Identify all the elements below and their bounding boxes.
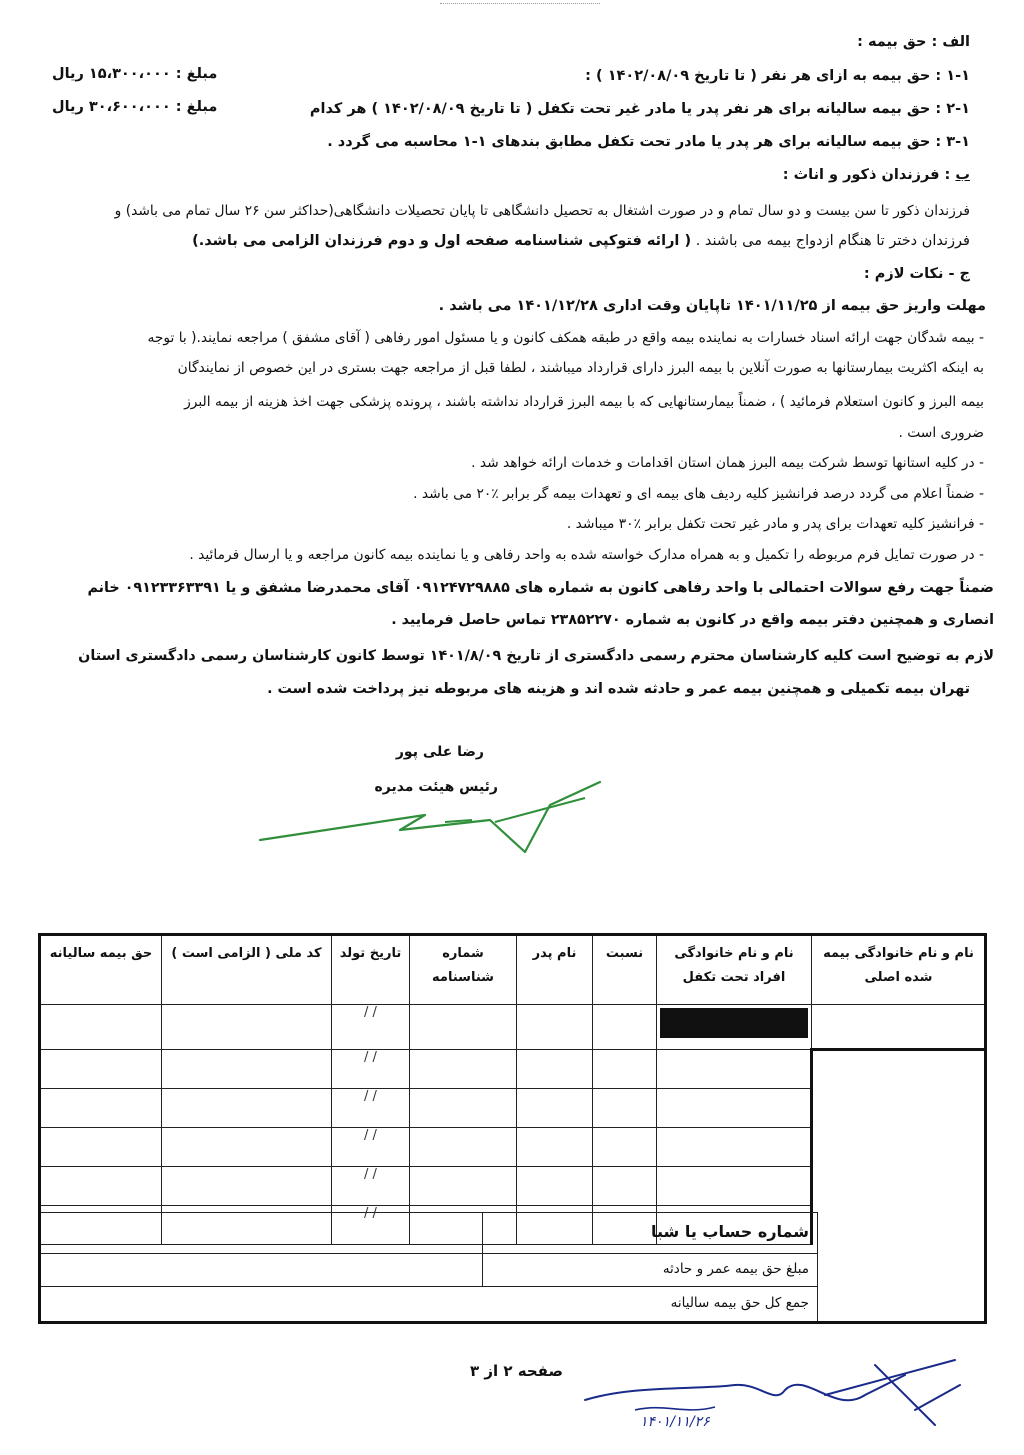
header-id-number: شماره شناسنامه xyxy=(410,936,517,1005)
cell-relation[interactable] xyxy=(593,1128,657,1167)
dependents-form-table xyxy=(40,935,986,1245)
explanation-line-2: تهران بیمه تکمیلی و همچنین بیمه عمر و حادثه شده اند و هزینه های مربوطه نیز پرداخت شده است . xyxy=(267,681,970,697)
cell-birth-date[interactable]: / / xyxy=(332,1005,410,1050)
account-number-field[interactable] xyxy=(40,1212,483,1254)
note-5: - در صورت تمایل فرم مربوطه را تکمیل و به همراه مدارک خواسته شده به واحد رفاهی و یا نماینده بیمه کانون مراجعه و یا ارسال فرمائید . xyxy=(189,547,984,563)
section-a-item-3: ۳-۱ : حق بیمه سالیانه برای هر پدر یا مادر تحت تکفل مطابق بندهای ۱-۱ محاسبه می گردد . xyxy=(327,134,970,150)
life-premium-label: مبلغ حق بیمه عمر و حادثه xyxy=(482,1253,818,1287)
table-row xyxy=(41,1050,986,1089)
cell-birth-date[interactable]: / / xyxy=(332,1128,410,1167)
scan-edge-mark xyxy=(440,0,600,4)
note-2: - در کلیه استانها توسط شرکت بیمه البرز همان استان اقدامات و خدمات ارائه خواهد شد . xyxy=(471,455,984,471)
section-a-heading: الف : حق بیمه : xyxy=(857,34,970,50)
contact-line-1: ضمناً جهت رفع سوالات احتمالی با واحد رفاهی کانون به شماره های ۰۹۱۲۴۷۲۹۸۸۵ آقای محمدرضا مشفق و یا ۰۹۱۲۳۳۶۳۳۹۱ خانم xyxy=(87,580,994,596)
contact-line-2: انصاری و همچنین دفتر بیمه واقع در کانون به شماره ۲۳۸۵۲۲۷۰ تماس حاصل فرمایید . xyxy=(391,612,994,628)
cell-relation[interactable] xyxy=(593,1167,657,1206)
header-annual-premium: حق بیمه سالیانه xyxy=(41,936,162,1005)
cell-birth-date[interactable]: / / xyxy=(332,1167,410,1206)
section-b-heading-row xyxy=(783,165,970,185)
green-signature-icon xyxy=(250,760,630,870)
header-main-insured: نام و نام خانوادگی بیمه شده اصلی xyxy=(812,936,986,1005)
cell-birth-date[interactable]: / / xyxy=(332,1206,410,1245)
section-b-label: ب xyxy=(955,167,970,183)
cell-id[interactable] xyxy=(410,1167,517,1206)
cell-birth-date[interactable]: / / xyxy=(332,1089,410,1128)
cell-dependent[interactable] xyxy=(657,1128,812,1167)
section-b-line-1: فرزندان ذکور تا سن بیست و دو سال تمام و در صورت اشتغال به تحصیل دانشگاهی تا پایان تحصیلات دانشگاهی(حداکثر سن ۲۶ سال تمام می باشد) و xyxy=(114,203,970,219)
note-1-line-3: بیمه البرز و کانون استعلام فرمائید ) ، ضمناً بیمارستانهایی که با بیمه البرز قرارداد نداشته باشند ، پرونده پزشکی جهت اخذ هزینه از بیمه البرز xyxy=(184,394,984,410)
cell-national-code[interactable] xyxy=(162,1089,332,1128)
explanation-line-1: لازم به توضیح است کلیه کارشناسان محترم رسمی دادگستری از تاریخ ۱۴۰۱/۸/۰۹ توسط کانون کارشناسان رسمی دادگستری استان xyxy=(78,648,994,664)
note-1-line-1: - بیمه شدگان جهت ارائه اسناد خسارات به نماینده بیمه واقع در طبقه همکف کانون و یا مسئول امور رفاهی ( آقای مشفق ) مراجعه نمایند.( با توجه xyxy=(147,330,984,346)
cell-relation[interactable] xyxy=(593,1050,657,1089)
cell-dependent[interactable] xyxy=(657,1050,812,1089)
cell-id[interactable] xyxy=(410,1128,517,1167)
note-1-line-2: به اینکه اکثریت بیمارستانها به صورت آنلاین با بیمه البرز دارای قرارداد میباشند ، لطفا قبل از مراجعه جهت بستری در این خصوص از نمایندگان xyxy=(177,360,984,376)
cell-father[interactable] xyxy=(517,1167,593,1206)
section-b-line-2 xyxy=(192,231,970,251)
cell-father[interactable] xyxy=(517,1005,593,1050)
signatory-title: رئیس هیئت مدیره xyxy=(374,779,498,795)
cell-dependent[interactable] xyxy=(657,1167,812,1206)
cell-national-code[interactable] xyxy=(162,1005,332,1050)
blue-handwritten-signature-icon xyxy=(575,1355,975,1450)
cell-relation[interactable] xyxy=(593,1089,657,1128)
cell-father[interactable] xyxy=(517,1128,593,1167)
section-a-item-1: ۱-۱ : حق بیمه به ازای هر نفر ( تا تاریخ ۱۴۰۲/۰۸/۰۹ ) : xyxy=(585,68,970,84)
handwritten-date: ۱۴۰۱/۱۱/۲۶ xyxy=(640,1414,710,1430)
table-row xyxy=(41,1005,986,1050)
section-b-heading: : فرزندان ذکور و اناث : xyxy=(782,167,951,183)
signatory-name: رضا علی پور xyxy=(395,744,484,760)
cell-relation[interactable] xyxy=(593,1005,657,1050)
cell-national-code[interactable] xyxy=(162,1128,332,1167)
cell-dependent[interactable] xyxy=(657,1089,812,1128)
header-dependents: نام و نام خانوادگی افراد تحت تکفل xyxy=(657,936,812,1005)
cell-id[interactable] xyxy=(410,1050,517,1089)
section-c-heading: ج - نکات لازم : xyxy=(863,266,970,282)
section-b-line-2-bold: ( ارائه فتوکپی شناسنامه صفحه اول و دوم فرزندان الزامی می باشد.) xyxy=(192,233,692,249)
section-a-item-1-amount: مبلغ : ۱۵،۳۰۰،۰۰۰ ریال xyxy=(52,66,218,82)
cell-empty-area xyxy=(812,1050,986,1245)
cell-premium[interactable] xyxy=(41,1050,162,1089)
note-1-line-4: ضروری است . xyxy=(898,425,984,441)
note-3: - ضمناً اعلام می گردد درصد فرانشیز کلیه ردیف های بیمه ای و تعهدات بیمه گر برابر ٪۲۰ می باشد . xyxy=(413,486,984,502)
total-premium-label[interactable]: جمع کل حق بیمه سالیانه xyxy=(40,1286,818,1322)
life-premium-field[interactable] xyxy=(40,1253,483,1287)
cell-main-insured[interactable] xyxy=(812,1005,986,1050)
cell-premium[interactable] xyxy=(41,1128,162,1167)
cell-premium[interactable] xyxy=(41,1089,162,1128)
section-a-item-2: ۲-۱ : حق بیمه سالیانه برای هر نفر پدر یا مادر غیر تحت تکفل ( تا تاریخ ۱۴۰۲/۰۸/۰۹ ) هر کدام xyxy=(309,101,970,117)
cell-national-code[interactable] xyxy=(162,1050,332,1089)
cell-premium[interactable] xyxy=(41,1167,162,1206)
cell-dependent-redacted xyxy=(657,1005,812,1050)
cell-id[interactable] xyxy=(410,1089,517,1128)
header-birth-date: تاریخ تولد xyxy=(332,936,410,1005)
cell-id[interactable] xyxy=(410,1005,517,1050)
cell-premium[interactable] xyxy=(41,1005,162,1050)
note-4: - فرانشیز کلیه تعهدات برای پدر و مادر غیر تحت تکفل برابر ٪۳۰ میباشد . xyxy=(566,516,984,532)
section-a-item-2-amount: مبلغ : ۳۰،۶۰۰،۰۰۰ ریال xyxy=(52,99,218,115)
cell-father[interactable] xyxy=(517,1050,593,1089)
account-number-label: شماره حساب یا شبا xyxy=(482,1212,818,1254)
header-relation: نسبت xyxy=(593,936,657,1005)
cell-national-code[interactable] xyxy=(162,1167,332,1206)
cell-father[interactable] xyxy=(517,1089,593,1128)
cell-birth-date[interactable]: / / xyxy=(332,1050,410,1089)
table-header-row xyxy=(41,936,986,1005)
section-b-line-2-plain: فرزندان دختر تا هنگام ازدواج بیمه می باشند . xyxy=(695,233,970,249)
header-father-name: نام پدر xyxy=(517,936,593,1005)
header-national-code: کد ملی ( الزامی است ) xyxy=(162,936,332,1005)
page-number: صفحه ۲ از ۳ xyxy=(470,1362,563,1380)
payment-deadline: مهلت واریز حق بیمه از ۱۴۰۱/۱۱/۲۵ تاپایان وقت اداری ۱۴۰۱/۱۲/۲۸ می باشد . xyxy=(438,298,986,314)
